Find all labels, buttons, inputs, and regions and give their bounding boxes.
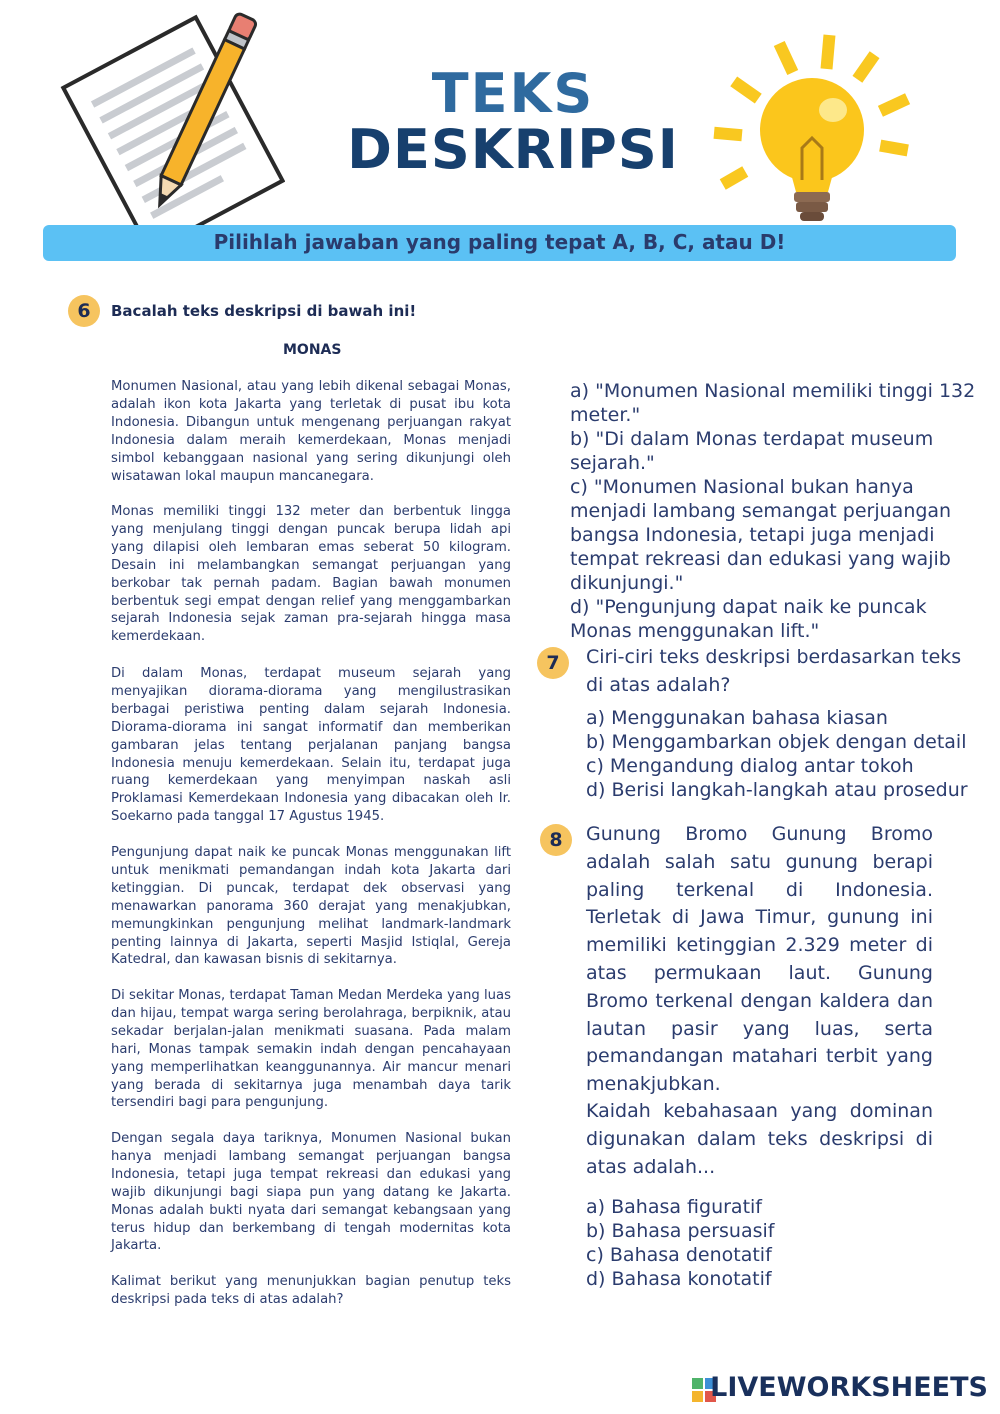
reading-text-title: MONAS bbox=[283, 342, 342, 358]
question-number-badge-6: 6 bbox=[68, 295, 100, 327]
reading-paragraph-3: Di dalam Monas, terdapat museum sejarah yang menyajikan diorama-diorama yang mengilustrasikan berbagai peristiwa penting dalam sejarah Indonesia. Diorama-diorama ini sangat informatif dan memberikan gambaran jelas tentang perjalanan panjang bangsa Indonesia menuju kemerdekaan. Selain itu, terdapat juga ruang kemerdekaan yang menyimpan naskah asli Proklamasi Kemerdekaan Indonesia yang dibacakan oleh Ir. Soekarno pada tanggal 17 Agustus 1945. bbox=[111, 666, 511, 825]
reading-paragraph-1: Monumen Nasional, atau yang lebih dikenal sebagai Monas, adalah ikon kota Jakarta yang terletak di pusat ibu kota Indonesia. Dibangun untuk mengenang perjuangan rakyat Indonesia dalam meraih kemerdekaan, Monas menjadi simbol kebanggaan nasional yang sering dikunjungi oleh wisatawan lokal maupun mancanegara. bbox=[111, 379, 511, 484]
q7-options bbox=[586, 706, 986, 802]
q8-options bbox=[586, 1195, 926, 1291]
q6-question: Kalimat berikut yang menunjukkan bagian penutup teks deskripsi pada teks di atas adalah? bbox=[111, 1274, 511, 1307]
q7-option-c[interactable]: c) Mengandung dialog antar tokoh bbox=[586, 755, 914, 777]
q8-option-b[interactable]: b) Bahasa persuasif bbox=[586, 1220, 775, 1242]
q7-question: Ciri-ciri teks deskripsi berdasarkan teks di atas adalah? bbox=[586, 646, 962, 696]
q8-option-a[interactable]: a) Bahasa figuratif bbox=[586, 1196, 762, 1218]
q8-question: Kaidah kebahasaan yang dominan digunakan dalam teks deskripsi di atas adalah... bbox=[586, 1100, 933, 1178]
q7-option-a[interactable]: a) Menggunakan bahasa kiasan bbox=[586, 707, 888, 729]
page-title-line1: TEKS bbox=[431, 62, 595, 125]
q8-option-c[interactable]: c) Bahasa denotatif bbox=[586, 1244, 772, 1266]
reading-paragraph-5: Di sekitar Monas, terdapat Taman Medan Merdeka yang luas dan hijau, tempat warga sering berolahraga, berpiknik, atau sekadar berjalan-jalan menikmati suasana. Pada malam hari, Monas tampak semakin indah dengan pencahayaan yang memperlihatkan keanggunannya. Air mancur menari yang berada di sekitarnya juga menambah daya tarik tersendiri bagi para pengunjung. bbox=[111, 988, 511, 1111]
instruction-banner-text: Pilihlah jawaban yang paling tepat A, B, C, atau D! bbox=[213, 230, 786, 254]
q6-option-b[interactable]: b) "Di dalam Monas terdapat museum sejarah." bbox=[570, 428, 934, 474]
reading-paragraph-4: Pengunjung dapat naik ke puncak Monas menggunakan lift untuk menikmati pemandangan indah kota Jakarta dari ketinggian. Di puncak, terdapat dek observasi yang menawarkan panorama 360 derajat yang menakjubkan, memungkinkan pengunjung melihat landmark-landmark penting lainnya di Jakarta, seperti Masjid Istiqlal, Gereja Katedral, dan kawasan bisnis di sekitarnya. bbox=[111, 845, 511, 968]
q7-option-b[interactable]: b) Menggambarkan objek dengan detail bbox=[586, 731, 967, 753]
q6-option-a[interactable]: a) "Monumen Nasional memiliki tinggi 132 meter." bbox=[570, 380, 976, 426]
liveworksheets-logo-text: LIVEWORKSHEETS bbox=[710, 1372, 988, 1403]
question-number-badge-8: 8 bbox=[540, 824, 572, 856]
q6-instruction: Bacalah teks deskripsi di bawah ini! bbox=[111, 302, 417, 320]
q6-options bbox=[570, 379, 990, 643]
reading-paragraph-6: Dengan segala daya tariknya, Monumen Nasional bukan hanya menjadi lambang semangat perjuangan bangsa Indonesia, tetapi juga tempat rekreasi dan edukasi yang wajib dikunjungi bagi siapa pun yang datang ke Jakarta. Monas adalah bukti nyata dari semangat kebangsaan yang terus hidup dan berkembang di tengah modernitas kota Jakarta. bbox=[111, 1131, 511, 1254]
q7-option-d[interactable]: d) Berisi langkah-langkah atau prosedur bbox=[586, 779, 968, 801]
page-title-line2: DESKRIPSI bbox=[347, 118, 679, 181]
reading-paragraph-2: Monas memiliki tinggi 132 meter dan berbentuk lingga yang menjulang tinggi dengan puncak berupa lidah api yang dilapisi oleh lembaran emas seberat 50 kilogram. Desain ini melambangkan semangat perjuangan yang berkobar tak pernah padam. Bagian bawah monumen berbentuk segi empat dengan relief yang menggambarkan sejarah Indonesia sejak zaman pra-sejarah hingga masa kemerdekaan. bbox=[111, 504, 511, 645]
question-number-badge-7: 7 bbox=[537, 647, 569, 679]
q6-option-d[interactable]: d) "Pengunjung dapat naik ke puncak Monas menggunakan lift." bbox=[570, 596, 927, 642]
q8-passage: Gunung Bromo Gunung Bromo adalah salah satu gunung berapi paling terkenal di Indonesia. Terletak di Jawa Timur, gunung ini memiliki ketinggian 2.329 meter di atas permukaan laut. Gunung Bromo terkenal dengan kaldera dan lautan pasir yang luas, serta pemandangan matahari terbit yang menakjubkan. bbox=[586, 823, 933, 1096]
q8-option-d[interactable]: d) Bahasa konotatif bbox=[586, 1268, 772, 1290]
q6-option-c[interactable]: c) "Monumen Nasional bukan hanya menjadi lambang semangat perjuangan bangsa Indonesia, tetapi juga menjadi tempat rekreasi dan edukasi yang wajib dikunjungi." bbox=[570, 476, 952, 594]
